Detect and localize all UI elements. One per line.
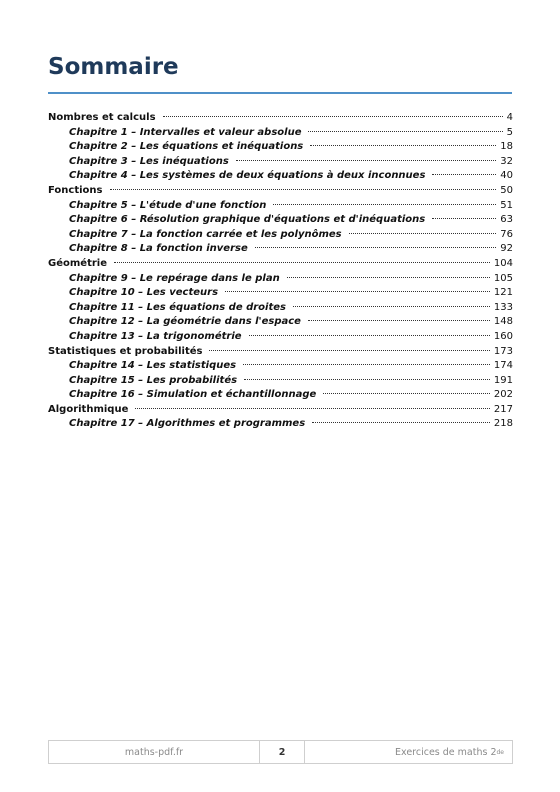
- toc-entry-page: 121: [493, 287, 513, 299]
- toc-entry-label: Chapitre 9 – Le repérage dans le plan: [69, 272, 280, 284]
- toc-entry-label: Chapitre 4 – Les systèmes de deux équations à deux inconnues: [69, 170, 426, 182]
- toc-leader-dots: [114, 262, 490, 263]
- toc-section-entry[interactable]: [48, 403, 513, 418]
- toc-entry-label: Nombres et calculs: [48, 112, 156, 123]
- toc-entry-page: 51: [500, 199, 513, 211]
- toc-entry-label: Chapitre 8 – La fonction inverse: [69, 243, 248, 255]
- toc-chapter-entry[interactable]: [48, 315, 513, 330]
- toc-entry-label: Chapitre 3 – Les inéquations: [69, 155, 229, 167]
- toc-entry-page: 160: [493, 330, 513, 342]
- toc-leader-dots: [244, 379, 490, 380]
- toc-entry-page: 18: [500, 141, 513, 153]
- toc-entry-label: Chapitre 7 – La fonction carrée et les polynômes: [69, 228, 342, 240]
- footer-site: maths-pdf.fr: [49, 741, 260, 763]
- toc-entry-page: 50: [500, 184, 513, 196]
- toc-entry-page: 191: [493, 374, 513, 386]
- toc-chapter-entry[interactable]: [48, 374, 513, 389]
- toc-leader-dots: [236, 160, 496, 161]
- toc-leader-dots: [310, 145, 496, 146]
- toc-leader-dots: [349, 233, 497, 234]
- toc-leader-dots: [323, 393, 490, 394]
- toc-entry-page: 76: [500, 228, 513, 240]
- toc-chapter-entry[interactable]: [48, 169, 513, 184]
- toc-chapter-entry[interactable]: [48, 301, 513, 316]
- toc-leader-dots: [209, 350, 489, 351]
- toc-leader-dots: [312, 422, 490, 423]
- toc-leader-dots: [432, 218, 496, 219]
- toc-chapter-entry[interactable]: [48, 272, 513, 287]
- toc-leader-dots: [249, 335, 490, 336]
- toc-entry-label: Algorithmique: [48, 403, 129, 415]
- title-underline: [48, 92, 512, 94]
- toc-chapter-entry[interactable]: [48, 330, 513, 345]
- toc-entry-page: 32: [500, 155, 513, 167]
- footer-book-title-text: Exercices de maths 2: [394, 746, 497, 758]
- toc-chapter-entry[interactable]: [48, 155, 513, 170]
- page-footer: [48, 740, 513, 764]
- toc-entry-page: 202: [493, 389, 513, 401]
- toc-leader-dots: [308, 131, 502, 132]
- toc-entry-label: Géométrie: [48, 257, 107, 269]
- toc-chapter-entry[interactable]: [48, 140, 513, 155]
- toc-entry-page: 217: [493, 403, 513, 415]
- toc-leader-dots: [273, 204, 496, 205]
- toc-entry-label: Chapitre 15 – Les probabilités: [69, 374, 238, 386]
- toc-section-entry[interactable]: [48, 345, 513, 360]
- toc-chapter-entry[interactable]: [48, 417, 513, 432]
- toc-section-entry[interactable]: [48, 257, 513, 272]
- toc-entry-label: Chapitre 10 – Les vecteurs: [69, 287, 219, 299]
- toc-leader-dots: [308, 320, 490, 321]
- footer-book-title: [305, 741, 512, 763]
- toc-entry-page: 4: [506, 112, 513, 123]
- toc-entry-label: Fonctions: [48, 184, 103, 196]
- toc-chapter-entry[interactable]: [48, 199, 513, 214]
- toc-chapter-entry[interactable]: [48, 126, 513, 141]
- toc-entry-page: 174: [493, 360, 513, 372]
- toc-leader-dots: [287, 277, 490, 278]
- toc-entry-page: 40: [500, 170, 513, 182]
- toc-entry-page: 63: [500, 214, 513, 226]
- toc-entry-page: 218: [493, 418, 513, 430]
- toc-chapter-entry[interactable]: [48, 242, 513, 257]
- toc-entry-label: Chapitre 11 – Les équations de droites: [69, 301, 286, 313]
- toc-chapter-entry[interactable]: [48, 228, 513, 243]
- toc-entry-label: Chapitre 12 – La géométrie dans l'espace: [69, 316, 301, 328]
- toc-entry-label: Chapitre 17 – Algorithmes et programmes: [69, 418, 306, 430]
- toc-entry-page: 92: [500, 243, 513, 255]
- toc-leader-dots: [255, 247, 497, 248]
- toc-entry-label: Chapitre 16 – Simulation et échantillonnage: [69, 389, 317, 401]
- toc-chapter-entry[interactable]: [48, 213, 513, 228]
- toc-entry-page: 173: [493, 345, 513, 357]
- toc-leader-dots: [432, 174, 496, 175]
- page-title: Sommaire: [48, 54, 179, 80]
- table-of-contents: [48, 111, 513, 432]
- toc-leader-dots: [225, 291, 490, 292]
- toc-leader-dots: [135, 408, 490, 409]
- toc-section-entry[interactable]: [48, 184, 513, 199]
- footer-book-title-sup: de: [496, 748, 504, 756]
- toc-chapter-entry[interactable]: [48, 388, 513, 403]
- toc-entry-page: 148: [493, 316, 513, 328]
- toc-entry-label: Chapitre 6 – Résolution graphique d'équations et d'inéquations: [69, 214, 426, 226]
- toc-chapter-entry[interactable]: [48, 286, 513, 301]
- toc-entry-page: 133: [493, 301, 513, 313]
- toc-leader-dots: [293, 306, 490, 307]
- toc-leader-dots: [163, 116, 503, 117]
- toc-chapter-entry[interactable]: [48, 359, 513, 374]
- toc-entry-label: Statistiques et probabilités: [48, 345, 203, 357]
- toc-entry-label: Chapitre 2 – Les équations et inéquations: [69, 141, 304, 153]
- toc-entry-label: Chapitre 14 – Les statistiques: [69, 360, 237, 372]
- toc-leader-dots: [110, 189, 497, 190]
- toc-entry-page: 104: [493, 257, 513, 269]
- toc-entry-page: 5: [506, 126, 513, 138]
- toc-section-entry[interactable]: [48, 111, 513, 126]
- toc-entry-label: Chapitre 1 – Intervalles et valeur absolue: [69, 126, 302, 138]
- footer-page-number: 2: [260, 741, 305, 763]
- toc-entry-label: Chapitre 5 – L'étude d'une fonction: [69, 199, 267, 211]
- toc-leader-dots: [243, 364, 490, 365]
- toc-entry-label: Chapitre 13 – La trigonométrie: [69, 330, 242, 342]
- toc-entry-page: 105: [493, 272, 513, 284]
